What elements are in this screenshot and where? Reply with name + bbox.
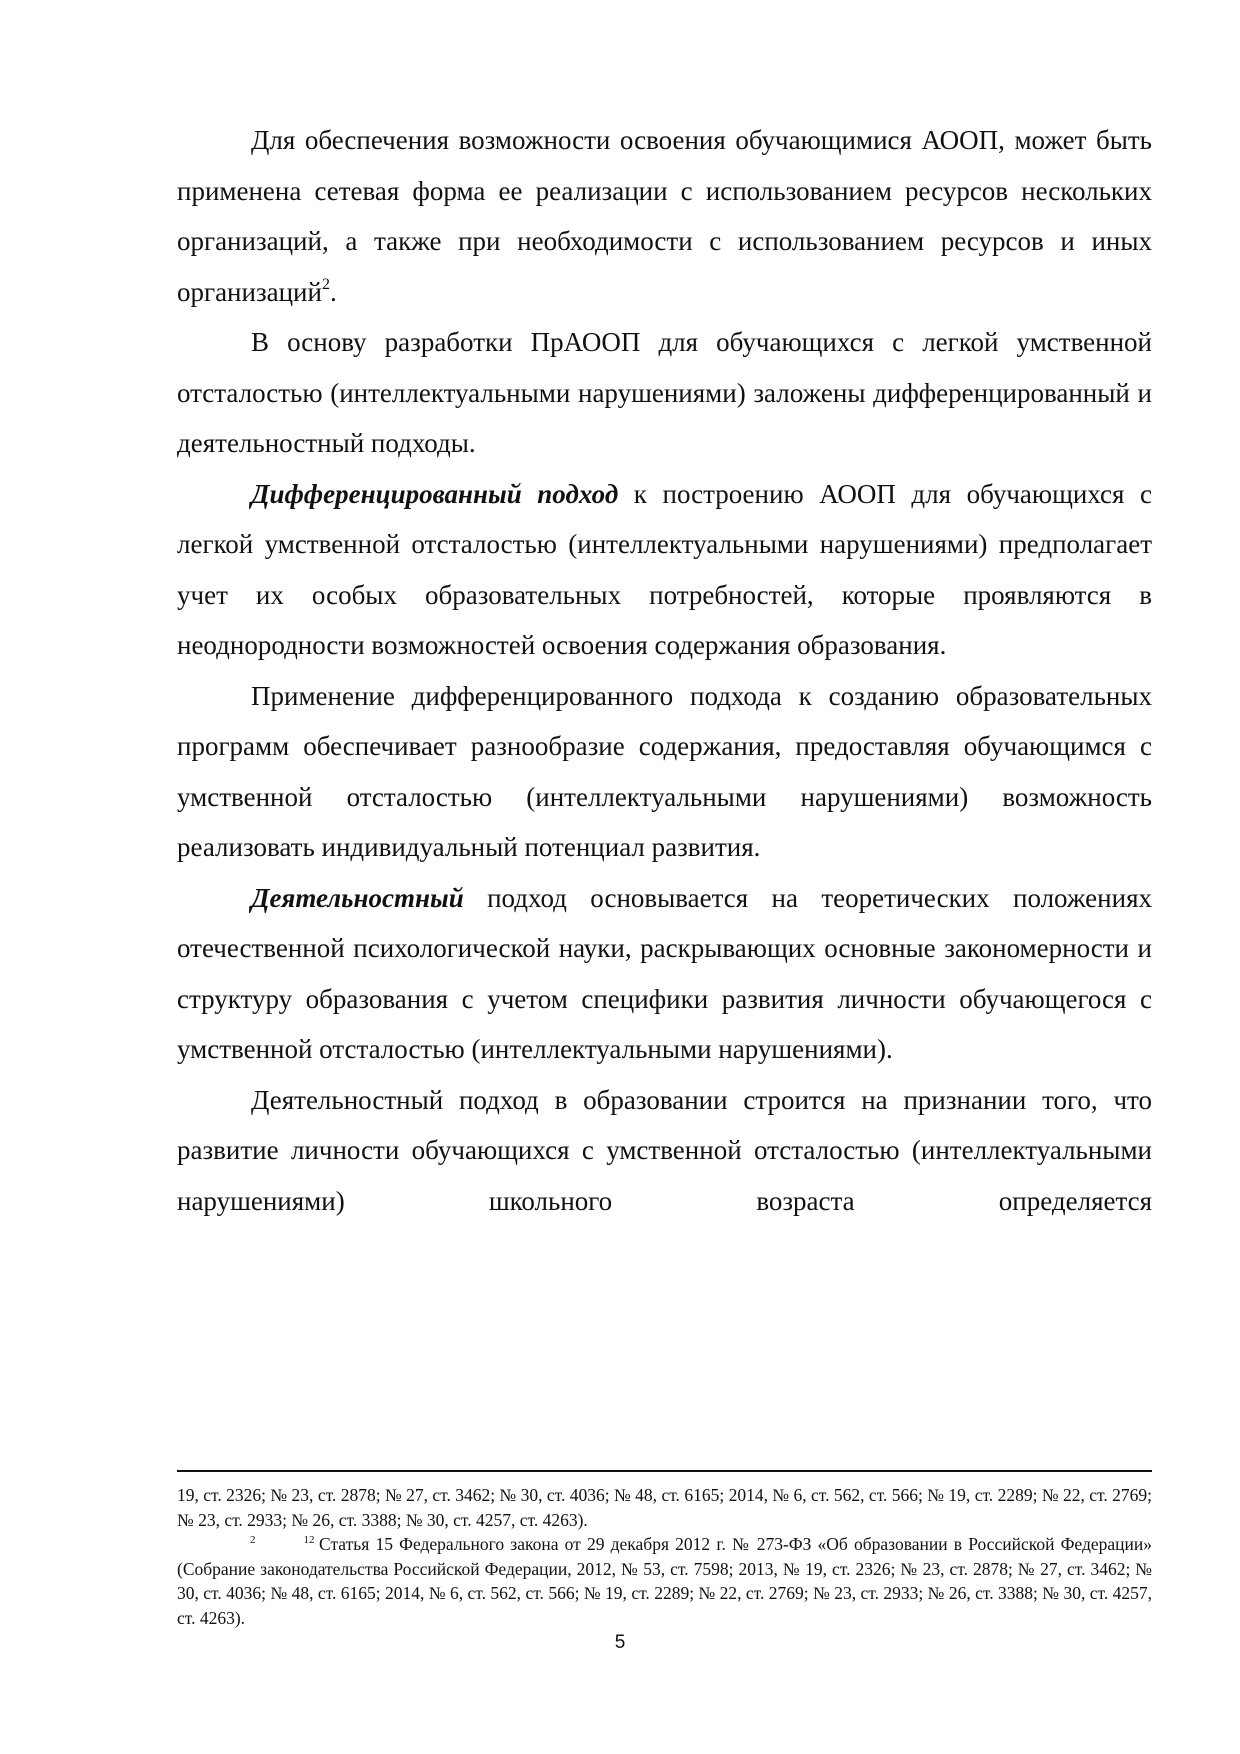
paragraph-text: Для обеспечения возможности освоения обучающимися АООП, может быть применена сетевая форма ее реализации с использованием ресурсов нескольких организаций, а также при необходимости с использованием ресурсов и иных организаций [177, 125, 1152, 307]
paragraph-application [177, 671, 1152, 873]
paragraph-differentiated [177, 469, 1152, 671]
paragraph-text: Деятельностный подход в образовании строится на признании того, что развитие личности обучающихся с умственной отсталостью (интеллектуальными нарушениями) школьного возраста определяется [177, 1084, 1152, 1216]
footnote-reference: 2 [321, 275, 330, 293]
footnotes [177, 1483, 1152, 1630]
term-differentiated: Дифференцированный подход [251, 478, 619, 509]
footnote-2 [177, 1532, 1152, 1630]
paragraph-activity [177, 873, 1152, 1075]
term-activity: Деятельностный [251, 882, 464, 913]
body-text [177, 115, 1152, 1226]
footnote-continuation: 19, ст. 2326; № 23, ст. 2878; № 27, ст. 3462; № 30, ст. 4036; № 48, ст. 6165; 2014, № 6, ст. 562, ст. 566; № 19, ст. 2289; № 22, ст. 2769; № 23, ст. 2933; № 26, ст. 3388; № 30, ст. 4257, ст. 4263). [177, 1485, 1152, 1530]
footnote-mark: 2 [250, 1534, 256, 1546]
paragraph-approaches [177, 317, 1152, 469]
paragraph-text: подход основывается на теоретических положениях отечественной психологической науки, раскрывающих основные закономерности и структуру образования с учетом специфики развития личности обучающегося с умственной отсталостью (интеллектуальными нарушениями). [177, 882, 1152, 1064]
footnote-mark-secondary: 12 [303, 1534, 315, 1546]
paragraph-text: Применение дифференцированного подхода к созданию образовательных программ обеспечивает разнообразие содержания, предоставляя обучающимся с умственной отсталостью (интеллектуальными нарушениями) возможность реализовать индивидуальный потенциал развития. [177, 680, 1152, 862]
footnote-text: Статья 15 Федерального закона от 29 декабря 2012 г. № 273-ФЗ «Об образовании в Российской Федерации» (Собрание законодательства Российской Федерации, 2012, № 53, ст. 7598; 2013, № 19, ст. 2326; № 23, ст. 2878; № 27, ст. 3462; № 30, ст. 4036; № 48, ст. 6165; 2014, № 6, ст. 562, ст. 566; № 19, ст. 2289; № 22, ст. 2769; № 23, ст. 2933; № 26, ст. 3388; № 30, ст. 4257, ст. 4263). [177, 1534, 1152, 1628]
footnote-separator [177, 1470, 1152, 1472]
page-number: 5 [614, 1632, 626, 1653]
paragraph-network-form [177, 115, 1152, 317]
paragraph-end: . [329, 276, 337, 307]
paragraph-text: В основу разработки ПрАООП для обучающихся с легкой умственной отсталостью (интеллектуальными нарушениями) заложены дифференцированный и деятельностный подходы. [177, 327, 1152, 458]
paragraph-text: к построению АООП для обучающихся с легкой умственной отсталостью (интеллектуальными нарушениями) предполагает учет их особых образовательных потребностей, которые проявляются в неоднородности возможностей освоения содержания образования. [177, 478, 1152, 660]
paragraph-activity-education [177, 1075, 1152, 1227]
